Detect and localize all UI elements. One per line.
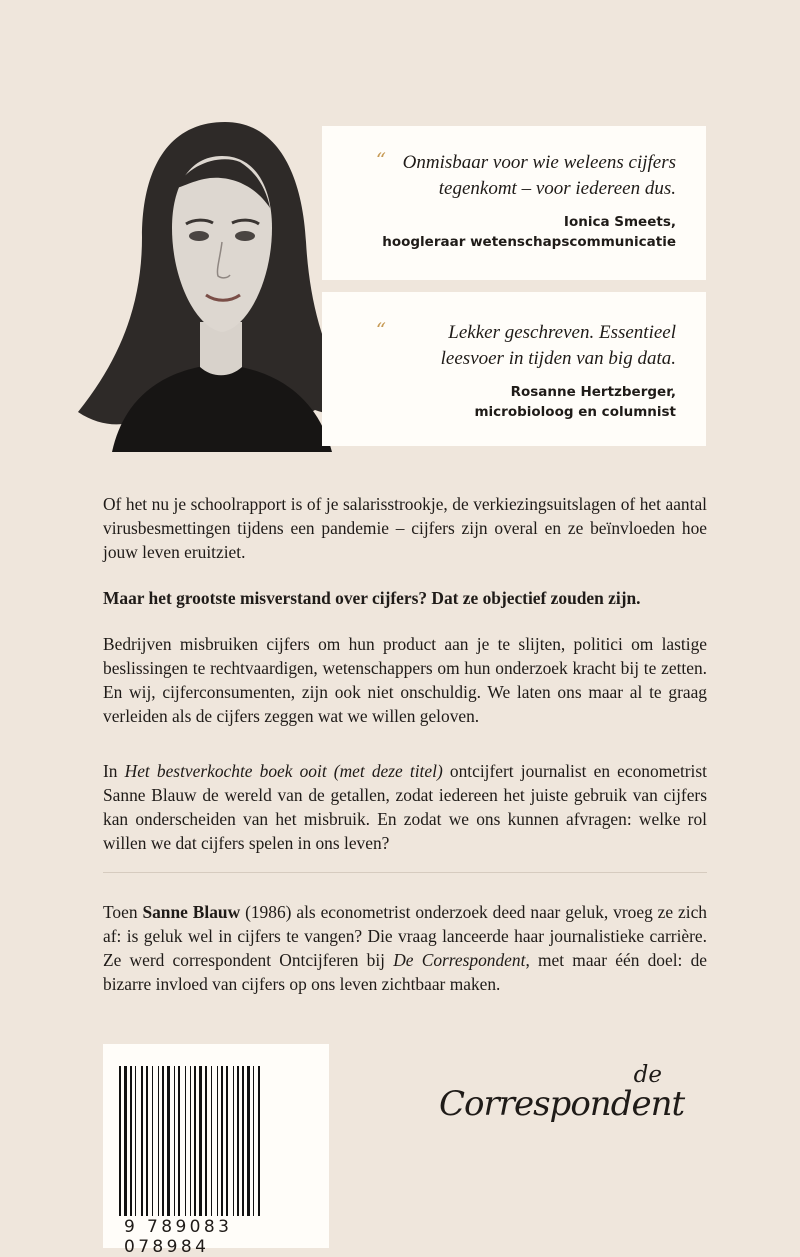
- publisher-logo: [431, 1062, 706, 1132]
- barcode-bar: [258, 1066, 260, 1216]
- barcode-bar: [221, 1066, 223, 1216]
- barcode-bar: [185, 1066, 186, 1216]
- barcode-panel: [103, 1044, 329, 1257]
- barcode-bar: [130, 1066, 132, 1216]
- barcode-bar: [178, 1066, 180, 1216]
- barcode-bar: [174, 1066, 175, 1216]
- barcode-bar: [124, 1066, 127, 1216]
- paragraph-book-description: [103, 759, 707, 855]
- barcode-bar: [119, 1066, 121, 1216]
- isbn-number: 9 789083 078984: [124, 1217, 233, 1257]
- barcode-bar: [226, 1066, 228, 1216]
- barcode-bar: [152, 1066, 153, 1216]
- book-title: Het bestverkochte boek ooit (met deze titel): [124, 761, 443, 781]
- barcode-bar: [158, 1066, 159, 1216]
- text-fragment: , met maar één doel: de bizarre invloed van cijfers op ons leven zichtbaar maken.: [103, 950, 708, 994]
- quote-author-role: microbioloog en columnist: [474, 404, 676, 420]
- text-fragment: Toen: [103, 902, 143, 922]
- barcode-bar: [237, 1066, 239, 1216]
- publication-name: De Correspondent: [393, 950, 526, 970]
- barcode-bar: [242, 1066, 244, 1216]
- quote-author: Ionica Smeets,: [563, 214, 676, 230]
- barcode-bar: [205, 1066, 207, 1216]
- paragraph-intro: Of het nu je schoolrapport is of je salarisstrookje, de verkiezingsuitslagen of het aantal virusbesmettingen tijdens een pandemie – cijfers zijn overal en ze beïnvloeden hoe jouw leven eruitziet.: [103, 494, 707, 562]
- barcode: [119, 1066, 313, 1216]
- barcode-bar: [247, 1066, 250, 1216]
- barcode-bar: [135, 1066, 136, 1216]
- paragraph-misuse: Bedrijven misbruiken cijfers om hun product aan je te slijten, politici om lastige beslissingen te rechtvaardigen, wetenschappers om hun onderzoek kracht bij te zetten. En wij, cijferconsumenten, zijn ook niet onschuldig. We laten ons maar al te graag verleiden als de cijfers zeggen wat we willen geloven.: [103, 634, 707, 726]
- barcode-bar: [194, 1066, 196, 1216]
- barcode-bar: [211, 1066, 212, 1216]
- barcode-bar: [167, 1066, 170, 1216]
- barcode-bar: [253, 1066, 254, 1216]
- author-name: Sanne Blauw: [142, 902, 241, 922]
- quote-mark-icon: “: [375, 148, 386, 172]
- logo-word-de: de: [633, 1062, 662, 1088]
- barcode-bar: [146, 1066, 148, 1216]
- text-fragment: (1986) als econometrist onderzoek deed naar geluk, vroeg ze zich af: is geluk wel in cijfers te vangen? Die vraag lanceerde haar journalistieke carrière. Ze werd correspondent Ontcijferen bij: [103, 902, 707, 970]
- quote-mark-icon: “: [375, 318, 386, 342]
- barcode-bar: [162, 1066, 164, 1216]
- barcode-bar: [233, 1066, 234, 1216]
- quote-text: Onmisbaar voor wie weleens cijfers tegenkomt – voor iedereen dus.: [402, 152, 676, 199]
- quote-author-role: hoogleraar wetenschapscommunicatie: [382, 234, 676, 250]
- quote-author: Rosanne Hertzberger,: [510, 384, 676, 400]
- barcode-bar: [199, 1066, 202, 1216]
- paragraph-highlight: Maar het grootste misverstand over cijfers? Dat ze objectief zouden zijn.: [103, 588, 641, 608]
- barcode-bar: [141, 1066, 143, 1216]
- text-fragment: ontcijfert journalist en econometrist Sanne Blauw de wereld van de getallen, zodat iedereen het juiste gebruik van cijfers kan onderscheiden van het misbruik. En zodat we ons kunnen afvragen: welke rol willen we dat cijfers spelen in ons leven?: [103, 761, 707, 853]
- quote-card-2: [322, 292, 706, 446]
- text-fragment: In: [103, 761, 125, 781]
- barcode-bar: [190, 1066, 191, 1216]
- quote-card-1: [322, 126, 706, 280]
- quote-text: Lekker geschreven. Essentieel leesvoer in tijden van big data.: [440, 322, 676, 369]
- logo-word-correspondent: Correspondent: [439, 1084, 685, 1124]
- barcode-bar: [217, 1066, 218, 1216]
- section-divider: [103, 872, 707, 873]
- author-bio: [103, 900, 707, 996]
